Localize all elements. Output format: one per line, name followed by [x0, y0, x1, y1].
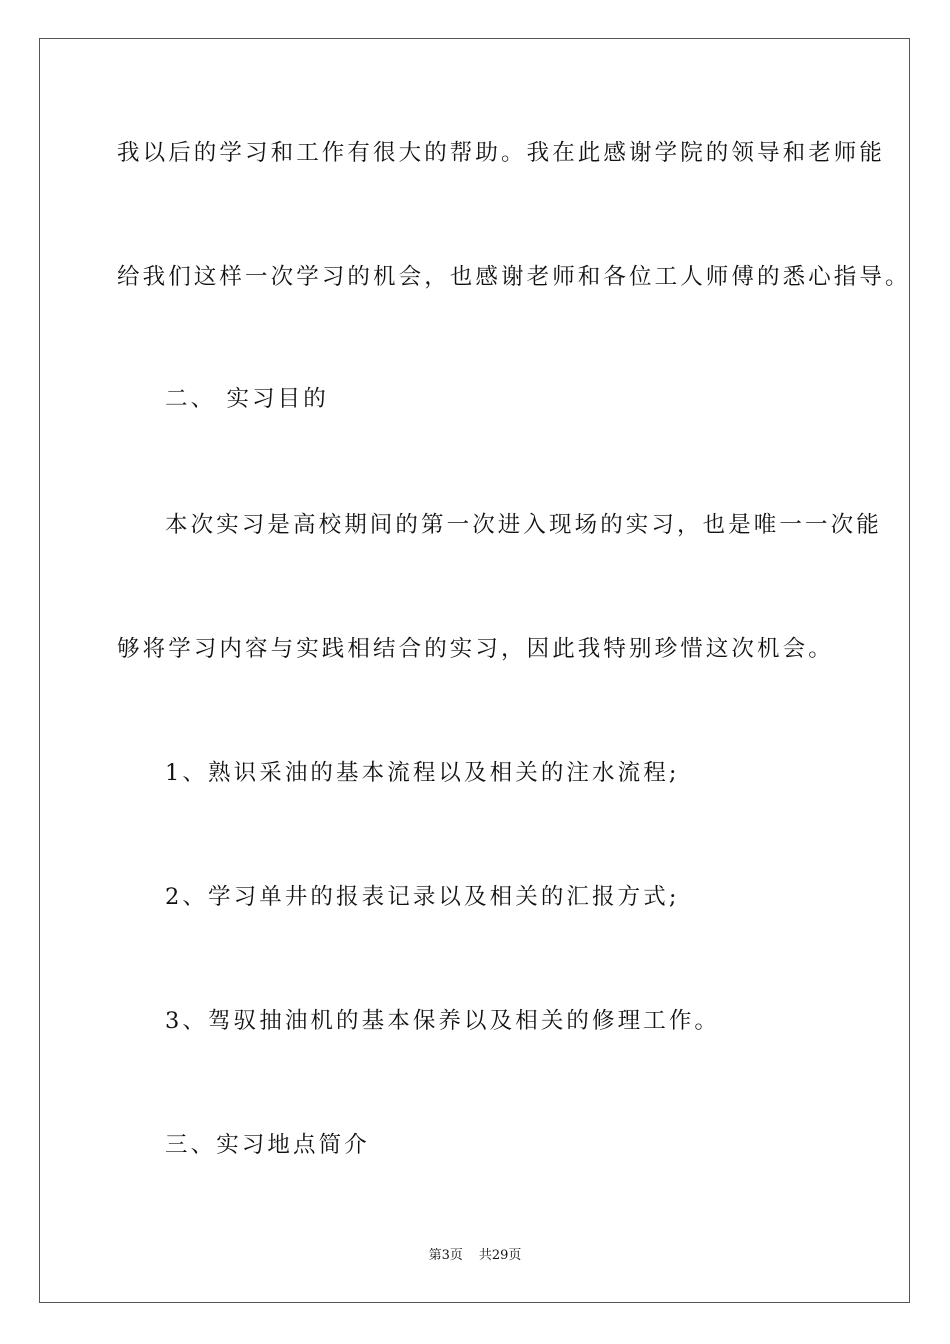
section-heading-purpose: 二、 实习目的: [165, 386, 329, 412]
list-item: 3、驾驭抽油机的基本保养以及相关的修理工作。: [165, 1008, 721, 1034]
page-footer: [0, 1249, 950, 1262]
page-border: [39, 38, 910, 1303]
body-text-line: 我以后的学习和工作有很大的帮助。我在此感谢学院的领导和老师能: [117, 140, 886, 166]
total-pages: 共29页: [478, 1248, 522, 1263]
body-text-line: 本次实习是高校期间的第一次进入现场的实习，也是唯一一次能: [165, 512, 882, 538]
list-item: 1、熟识采油的基本流程以及相关的注水流程;: [165, 760, 680, 786]
body-text-line: 给我们这样一次学习的机会，也感谢老师和各位工人师傅的悉心指导。: [117, 264, 911, 290]
body-text-line: 够将学习内容与实践相结合的实习，因此我特别珍惜这次机会。: [117, 636, 834, 662]
page-number: 第3页: [428, 1248, 463, 1263]
section-heading-location: 三、实习地点简介: [165, 1132, 370, 1158]
list-item: 2、学习单井的报表记录以及相关的汇报方式;: [165, 884, 680, 910]
